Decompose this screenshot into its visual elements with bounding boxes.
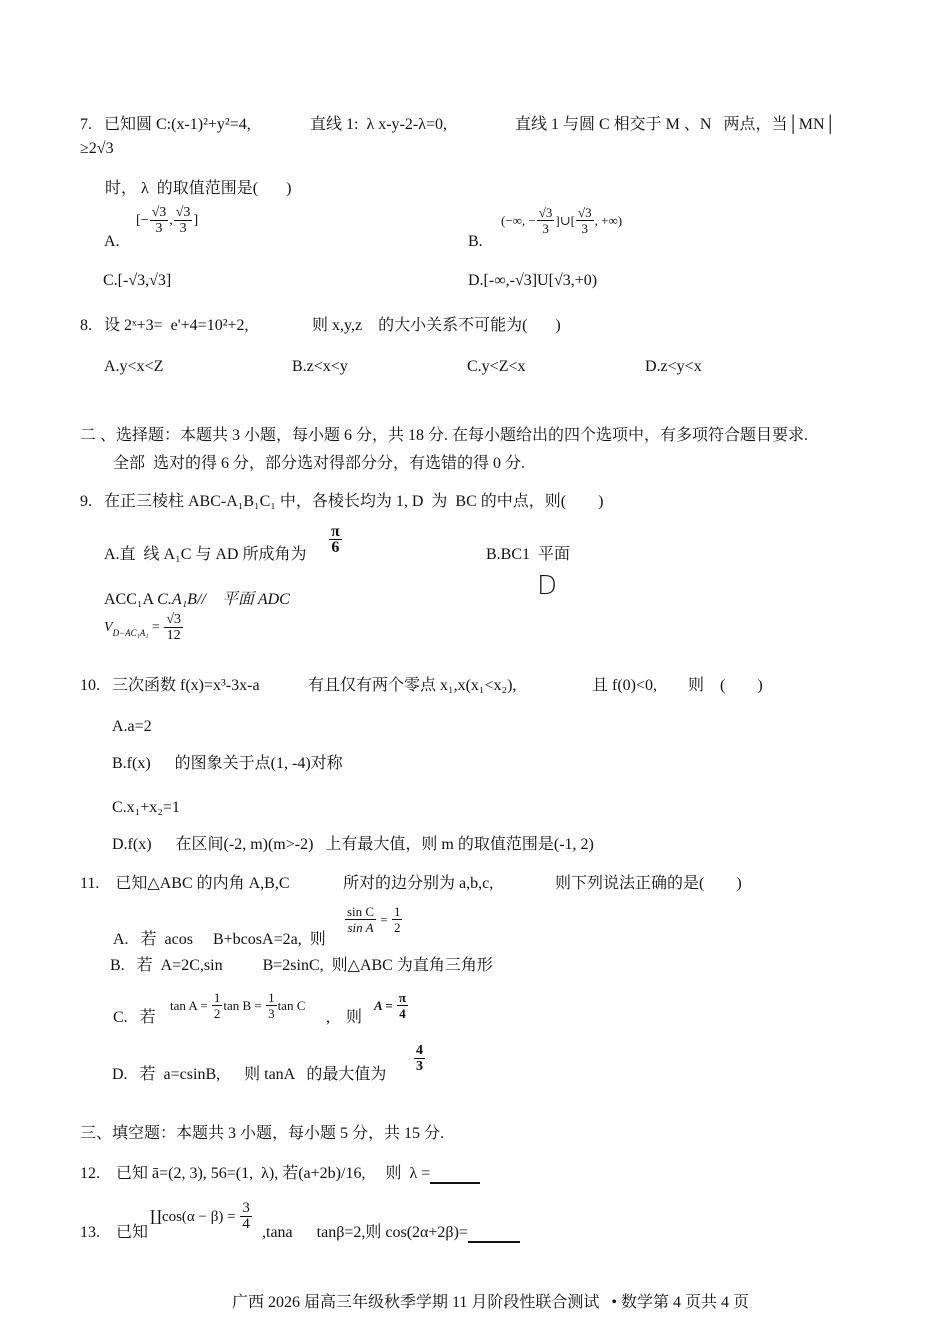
numerator: √3 (175, 205, 191, 220)
denominator: 3 (155, 221, 163, 236)
bracket: (−∞, − (501, 212, 536, 228)
q11-stem-part1: 11. 已知△ABC 的内角 A,B,C (80, 875, 290, 892)
q11-option-b: B. 若 A=2C,sin B=2sinC, 则△ABC 为直角三角形 (110, 957, 493, 974)
q12 (80, 1164, 480, 1184)
denominator: 3 (416, 1059, 423, 1074)
q8-option-a: A.y<x<Z (104, 358, 164, 375)
denominator: 3 (179, 221, 187, 236)
volume-symbol: V (104, 619, 113, 635)
q10-option-a: A.a=2 (112, 718, 152, 735)
numerator: sin C (347, 904, 375, 919)
denominator: 3 (581, 221, 589, 236)
q10-option-d: D.f(x) 在区间(-2, m)(m>-2) 上有最大值，则 m 的取值范围是(-1, 2) (112, 836, 594, 853)
numerator: √3 (166, 612, 181, 627)
numerator: √3 (151, 205, 167, 220)
plane-name: ACC₁A (104, 591, 158, 608)
section3-heading: 三、填空题：本题共 3 小题，每小题 5 分，共 15 分. (80, 1125, 445, 1142)
q7-stem-line2: ≥2√3 (80, 140, 114, 157)
numerator: 3 (242, 1200, 250, 1216)
denominator: 3 (542, 221, 549, 236)
bracket: , +∞) (594, 212, 623, 228)
q7-stem-part2: 直线 1: λ x-y-2-λ=0, (310, 116, 447, 133)
q7-stem-part1: 7. 已知圆 C:(x-1)²+y²=4, (80, 116, 251, 133)
q10-stem-part3: 且 f(0)<0, (592, 677, 658, 694)
q10-stem-part1: 10. 三次函数 f(x)=x³-3x-a (80, 677, 260, 694)
q13-formula (150, 1201, 253, 1232)
fraction (329, 524, 342, 555)
q11-option-a: A. 若 acos B+bcosA=2a, 则 (113, 931, 326, 948)
q9-option-b-cont (104, 590, 290, 610)
term: ∐cos(α − β) = (150, 1209, 240, 1225)
equals: = (148, 619, 164, 635)
fraction (397, 990, 408, 1021)
separator: , (169, 212, 173, 228)
q11-option-c-formula (170, 990, 305, 1021)
denominator: 2 (393, 920, 401, 935)
section2-heading: 二 、选择题：本题共 3 小题，每小题 6 分，共 18 分. 在每小题给出的四个选项中，有多项符合题目要求. (80, 427, 809, 444)
bracket: ] (193, 212, 199, 228)
numerator: 1 (268, 990, 275, 1005)
term: A = (374, 997, 396, 1013)
numerator: 1 (213, 990, 221, 1005)
q7-option-c: C.[-√3,√3] (103, 272, 172, 289)
answer-blank (468, 1231, 520, 1243)
term: tan B = (223, 997, 266, 1013)
numerator: 4 (416, 1043, 423, 1058)
q11-stem-part3: 则下列说法正确的是( ) (555, 875, 742, 892)
term: tan A = (170, 997, 211, 1013)
union: ]∪[ (555, 212, 575, 228)
q9-option-b: B.BC1 平面 (486, 546, 571, 563)
q8-option-b: B.z<x<y (292, 358, 348, 375)
q11-stem-part2: 所对的边分别为 a,b,c, (343, 875, 494, 892)
q7-option-b-label: B. (468, 233, 483, 250)
numerator: √3 (577, 205, 592, 220)
fraction (150, 205, 169, 236)
numerator: π (331, 523, 340, 540)
page-footer: 广西 2026 届高三年级秋季学期 11 月阶段性联合测试 • 数学第 4 页共 4 页 (232, 1294, 750, 1311)
q8-stem-part1: 8. 设 2ˣ+3= e'+4=10²+2, (80, 317, 249, 334)
bracket: [− (136, 212, 149, 228)
q7-option-d: D.[-∞,-√3]U[√3,+0) (468, 272, 598, 289)
q11-option-d: D. 若 a=csinB, 则 tanA 的最大值为 (112, 1066, 387, 1083)
fraction (414, 1043, 425, 1074)
q12-stem: 12. 已知 ā=(2, 3), 56=(1, λ), 若(a+2b)/16, 则 λ = (80, 1165, 431, 1182)
fraction (174, 205, 193, 236)
q7-stem-line3: 时， λ 的取值范围是( ) (105, 180, 292, 197)
q9-stray-letter: D (537, 571, 558, 601)
denominator: sin A (347, 920, 374, 935)
q7-option-b-formula (501, 205, 622, 236)
q9-stem: 9. 在正三棱柱 ABC-A₁B₁C₁ 中，各棱长均为 1, D 为 BC 的中点，则( ) (80, 493, 604, 510)
denominator: 3 (268, 1006, 275, 1021)
q10-option-c: C.x₁+x₂=1 (112, 799, 180, 816)
q8-option-d: D.z<y<x (645, 358, 702, 375)
q7-option-a-label: A. (104, 233, 120, 250)
q11-option-a-formula (344, 904, 403, 935)
denominator: 2 (213, 1006, 221, 1021)
fraction (537, 205, 555, 236)
q11-option-c: C. 若 (113, 1009, 156, 1026)
section2-instructions: 全部 选对的得 6 分，部分选对得部分分，有选错的得 0 分. (113, 455, 526, 472)
fraction (345, 904, 376, 935)
fraction (392, 904, 403, 935)
denominator: 6 (331, 539, 340, 556)
q7-option-a-formula (136, 205, 198, 236)
q8-stem-part2: 则 x,y,z 的大小关系不可能为( ) (312, 317, 561, 334)
numerator: 1 (393, 904, 401, 919)
fraction (240, 1201, 252, 1232)
denominator: 12 (166, 628, 181, 643)
numerator: √3 (538, 205, 553, 220)
fraction (164, 612, 183, 643)
q9-option-c: C.A₁B// 平面 ADC (157, 591, 290, 608)
denominator: 4 (399, 1006, 406, 1021)
fraction (212, 990, 223, 1021)
q9-option-a-fraction (328, 524, 343, 555)
q11-option-c-then: , 则 (326, 1009, 363, 1026)
q13-stem: 13. 已知 (80, 1224, 149, 1241)
q13-rest (262, 1223, 520, 1243)
q7-stem-part3: 直线 1 与圆 C 相交于 M 、N 两点，当│MN│ (515, 116, 836, 133)
q13-stem-cont: ,tana tanβ=2,则 cos(2α+2β)= (262, 1224, 468, 1241)
q9-option-d-formula (104, 612, 184, 643)
answer-blank (430, 1168, 480, 1184)
q10-option-b: B.f(x) 的图象关于点(1, -4)对称 (112, 755, 343, 772)
numerator: π (398, 990, 406, 1005)
q10-stem-part2: 有且仅有两个零点 x₁,x(x₁<x₂), (308, 677, 517, 694)
fraction (266, 990, 277, 1021)
equals: = (377, 911, 391, 927)
fraction (576, 205, 594, 236)
q10-stem-part4: 则 ( ) (688, 677, 763, 694)
q11-option-d-fraction (413, 1043, 426, 1074)
q11-option-c-result (374, 990, 409, 1021)
q9-option-a: A.直 线 A₁C 与 AD 所成角为 (104, 546, 307, 563)
denominator: 4 (242, 1216, 250, 1232)
term: tan C (277, 997, 306, 1013)
volume-subscript: D−AC₁A₁ (112, 627, 149, 638)
q8-option-c: C.y<Z<x (467, 358, 526, 375)
